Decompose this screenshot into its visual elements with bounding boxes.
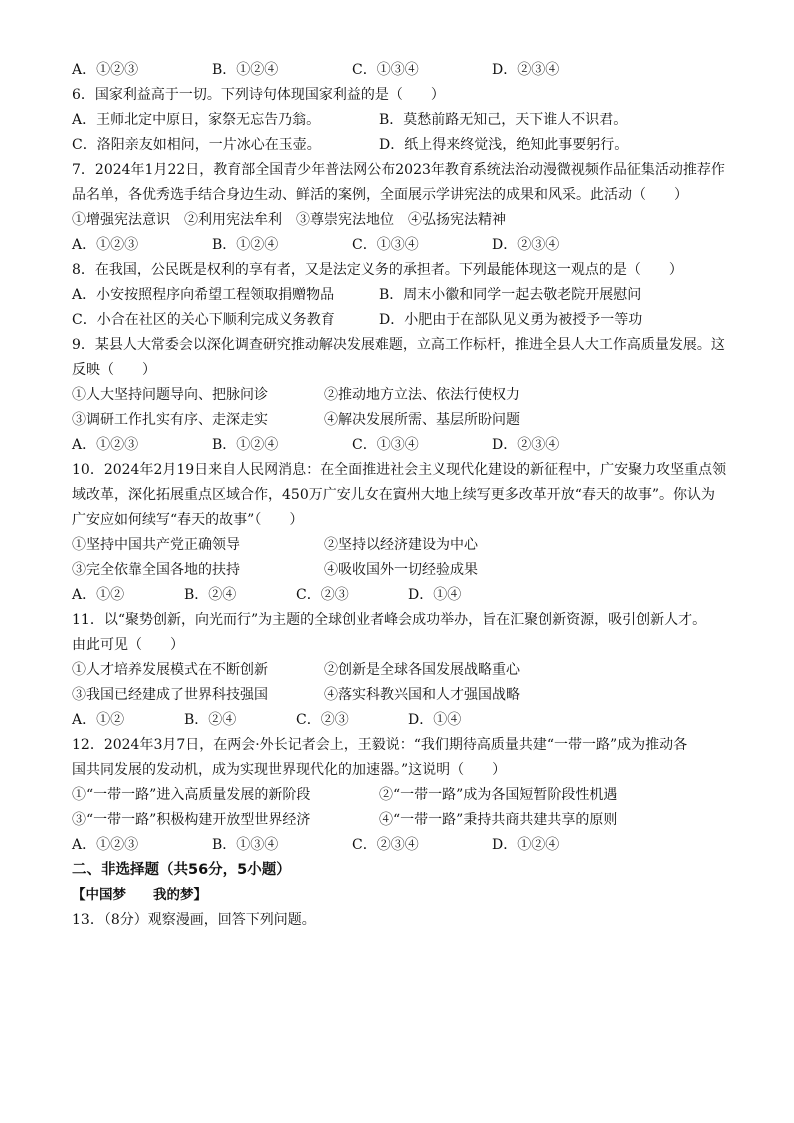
q11-statement-1: ①人才培养发展模式在不断创新 (72, 662, 268, 678)
q7-option-b[interactable]: B．①②④ (212, 237, 279, 253)
q5-option-b[interactable]: B．①②④ (212, 62, 279, 78)
q12-options (72, 833, 732, 858)
q9-statements-row-2 (72, 408, 732, 433)
q7-option-c[interactable]: C．①③④ (352, 237, 419, 253)
q8-option-c[interactable]: C．小合在社区的关心下顺利完成义务教育 (72, 312, 335, 328)
section-2-heading: 二、非选择题（共56分，5小题） (72, 862, 291, 878)
q6-options-row-1 (72, 108, 732, 133)
q10-options (72, 583, 732, 608)
q7-option-d[interactable]: D．②③④ (492, 237, 560, 253)
q12-option-c[interactable]: C．②③④ (352, 837, 419, 853)
q12-statements-row-2 (72, 808, 732, 833)
q5-options (72, 58, 732, 83)
q6-option-b[interactable]: B．莫愁前路无知己，天下谁人不识君。 (379, 112, 628, 128)
q5-option-c[interactable]: C．①③④ (352, 62, 419, 78)
section-2-theme-tag: 【中国梦 我的梦】 (72, 887, 207, 903)
q6-options-row-2 (72, 133, 732, 158)
q5-option-a[interactable]: A．①②③ (72, 62, 139, 78)
q10-statements-row-2 (72, 558, 732, 583)
q12-option-b[interactable]: B．①③④ (212, 837, 279, 853)
q11-statement-3: ③我国已经建成了世界科技强国 (72, 687, 268, 703)
q11-statement-2: ②创新是全球各国发展战略重心 (324, 662, 520, 678)
q12-statements-row-1 (72, 783, 732, 808)
q12-statement-3: ③“一带一路”积极构建开放型世界经济 (72, 812, 311, 828)
q9-statement-4: ④解决发展所需、基层所盼问题 (324, 412, 520, 428)
q12-statement-4: ④“一带一路”秉持共商共建共享的原则 (379, 812, 618, 828)
q7-stem-line-2: 品名单，各优秀选手结合身边生动、鲜活的案例，全面展示学讲宪法的成果和风采。此活动（ ） (72, 187, 688, 203)
q9-statement-2: ②推动地方立法、依法行使权力 (324, 387, 520, 403)
q11-statement-4: ④落实科教兴国和人才强国战略 (324, 687, 520, 703)
q11-options (72, 708, 732, 733)
q7-stem-line-1: 7．2024年1月22日，教育部全国青少年普法网公布2023年教育系统法治动漫微视频作品征集活动推荐作 (72, 162, 725, 178)
q6-option-c[interactable]: C．洛阳亲友如相问，一片冰心在玉壶。 (72, 137, 321, 153)
q10-statement-3: ③完全依靠全国各地的扶持 (72, 562, 240, 578)
q7-options (72, 233, 732, 258)
q12-stem-line-2: 国共同发展的发动机，成为实现世界现代化的加速器。”这说明（ ） (72, 762, 507, 778)
q10-option-a[interactable]: A．①② (72, 587, 125, 603)
q9-options (72, 433, 732, 458)
q7-option-a[interactable]: A．①②③ (72, 237, 139, 253)
q6-stem: 6．国家利益高于一切。下列诗句体现国家利益的是（ ） (72, 87, 445, 103)
q9-option-c[interactable]: C．①③④ (352, 437, 419, 453)
q10-stem-line-2: 域改革，深化拓展重点区域合作，450万广安儿女在賨州大地上续写更多改革开放“春天的故事”。你认为 (72, 487, 716, 503)
q10-option-b[interactable]: B．②④ (184, 587, 237, 603)
q10-statements-row-1 (72, 533, 732, 558)
q8-option-d[interactable]: D．小肥由于在部队见义勇为被授予一等功 (379, 312, 643, 328)
q12-statement-1: ①“一带一路”进入高质量发展的新阶段 (72, 787, 311, 803)
exam-page (72, 58, 732, 933)
q8-options-row-1 (72, 283, 732, 308)
q10-stem-line-3: 广安应如何续写“春天的故事”（ ） (72, 512, 304, 528)
q9-option-b[interactable]: B．①②④ (212, 437, 279, 453)
q8-option-b[interactable]: B．周末小徽和同学一起去敬老院开展慰问 (379, 287, 642, 303)
q6-option-a[interactable]: A．王师北定中原日，家祭无忘告乃翁。 (72, 112, 321, 128)
q9-option-d[interactable]: D．②③④ (492, 437, 560, 453)
q8-option-a[interactable]: A．小安按照程序向希望工程领取捐赠物品 (72, 287, 335, 303)
q10-statement-1: ①坚持中国共产党正确领导 (72, 537, 240, 553)
q9-statements-row-1 (72, 383, 732, 408)
q11-option-d[interactable]: D．①④ (408, 712, 462, 728)
q9-stem-line-2: 反映（ ） (72, 362, 156, 378)
q13-stem: 13．（8分）观察漫画，回答下列问题。 (72, 912, 316, 928)
q11-option-c[interactable]: C．②③ (296, 712, 349, 728)
q9-statement-3: ③调研工作扎实有序、走深走实 (72, 412, 268, 428)
q12-statement-2: ②“一带一路”成为各国短暂阶段性机遇 (379, 787, 618, 803)
q11-statements-row-1 (72, 658, 732, 683)
q9-option-a[interactable]: A．①②③ (72, 437, 139, 453)
q11-statements-row-2 (72, 683, 732, 708)
q11-stem-line-1: 11．以“聚势创新，向光而行”为主题的全球创业者峰会成功举办，旨在汇聚创新资源，吸引创新人才。 (72, 612, 707, 628)
q10-statement-4: ④吸收国外一切经验成果 (324, 562, 478, 578)
q11-stem-line-2: 由此可见（ ） (72, 637, 184, 653)
q10-stem-line-1: 10．2024年2月19日来自人民网消息：在全面推进社会主义现代化建设的新征程中，广安聚力攻坚重点领 (72, 462, 727, 478)
q8-options-row-2 (72, 308, 732, 333)
q12-option-a[interactable]: A．①②③ (72, 837, 139, 853)
q9-statement-1: ①人大坚持问题导向、把脉问诊 (72, 387, 268, 403)
q11-option-b[interactable]: B．②④ (184, 712, 237, 728)
q10-option-c[interactable]: C．②③ (296, 587, 349, 603)
q11-option-a[interactable]: A．①② (72, 712, 125, 728)
q12-stem-line-1: 12．2024年3月7日，在两会·外长记者会上，王毅说：“我们期待高质量共建“一带一路”成为推动各 (72, 737, 688, 753)
q7-statements: ①增强宪法意识 ②利用宪法牟利 ③尊崇宪法地位 ④弘扬宪法精神 (72, 212, 506, 228)
q10-option-d[interactable]: D．①④ (408, 587, 462, 603)
q5-option-d[interactable]: D．②③④ (492, 62, 560, 78)
q8-stem: 8．在我国，公民既是权利的享有者，又是法定义务的承担者。下列最能体现这一观点的是（ ） (72, 262, 683, 278)
q6-option-d[interactable]: D．纸上得来终觉浅，绝知此事要躬行。 (379, 137, 629, 153)
q12-option-d[interactable]: D．①②④ (492, 837, 560, 853)
q10-statement-2: ②坚持以经济建设为中心 (324, 537, 478, 553)
q9-stem-line-1: 9．某县人大常委会以深化调查研究推动解决发展难题，立高工作标杆，推进全县人大工作高质量发展。这 (72, 337, 725, 353)
